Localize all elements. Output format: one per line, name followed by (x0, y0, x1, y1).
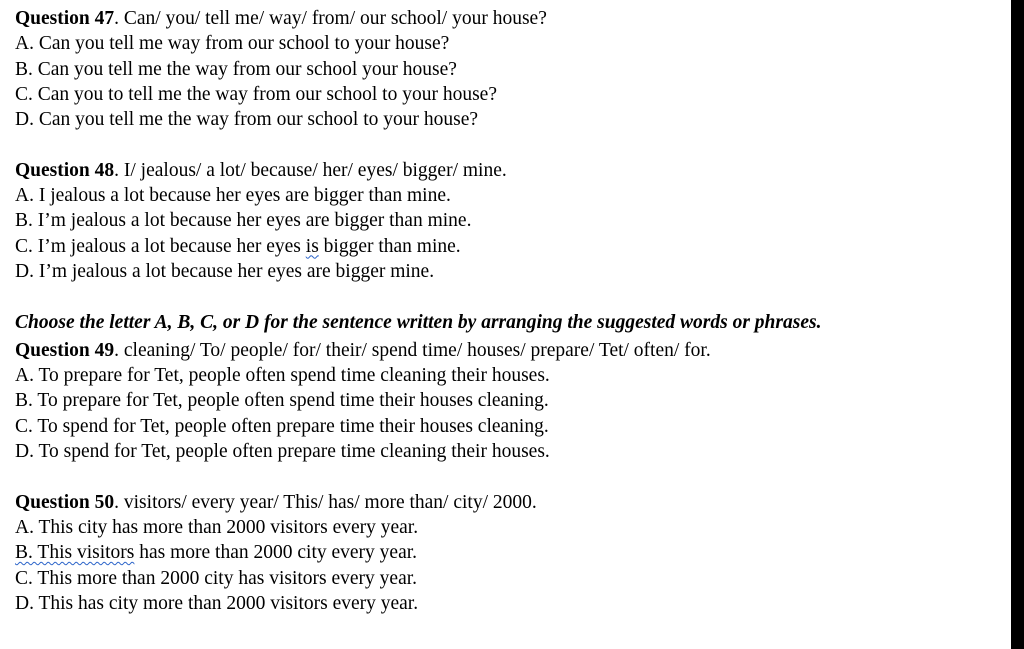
question-49-option-c: C. To spend for Tet, people often prepare time their houses cleaning. (15, 415, 549, 437)
question-49-option-b: B. To prepare for Tet, people often spend time their houses cleaning. (15, 390, 549, 412)
section-instruction: Choose the letter A, B, C, or D for the sentence written by arranging the suggested words or phrases. (15, 311, 822, 333)
question-47-option-d: D. Can you tell me the way from our school to your house? (15, 109, 479, 131)
question-47-option-a: A. Can you tell me way from our school to your house? (15, 33, 450, 55)
question-49-header (15, 338, 821, 363)
question-50-option-d: D. This has city more than 2000 visitors every year. (15, 592, 419, 614)
question-48-option-c (15, 234, 821, 259)
spacer (15, 284, 821, 309)
spacer (15, 464, 821, 489)
question-47-label: Question 47 (15, 8, 115, 29)
question-47-prompt: . Can/ you/ tell me/ way/ from/ our school/ your house? (114, 8, 547, 29)
question-49-option-d: D. To spend for Tet, people often prepare time cleaning their houses. (15, 441, 550, 463)
question-50-option-c: C. This more than 2000 city has visitors every year. (15, 567, 418, 589)
question-47-option-b: B. Can you tell me the way from our school your house? (15, 58, 457, 80)
question-47-header (15, 6, 821, 31)
question-50-header (15, 490, 821, 515)
question-49-prompt: . cleaning/ To/ people/ for/ their/ spend time/ houses/ prepare/ Tet/ often/ for. (114, 339, 711, 361)
document-body (15, 6, 821, 616)
question-50-label: Question 50 (15, 491, 115, 513)
question-48-option-d: D. I’m jealous a lot because her eyes are bigger mine. (15, 260, 435, 282)
question-49-option-a: A. To prepare for Tet, people often spend time cleaning their houses. (15, 365, 550, 387)
question-48-header (15, 158, 821, 183)
question-49-label: Question 49 (15, 339, 115, 361)
option-b-text-after: has more than 2000 city every year. (134, 542, 418, 564)
question-48-option-b: B. I’m jealous a lot because her eyes are bigger than mine. (15, 210, 472, 232)
spacer (15, 132, 821, 157)
grammar-flagged-word: is (305, 235, 319, 257)
grammar-flagged-phrase: B. This visitors (15, 542, 135, 564)
question-50-prompt: . visitors/ every year/ This/ has/ more than/ city/ 2000. (114, 491, 537, 513)
option-c-text-before: C. I’m jealous a lot because her eyes (15, 235, 306, 257)
option-c-text-after: bigger than mine. (318, 235, 461, 257)
question-47-option-c: C. Can you to tell me the way from our school to your house? (15, 83, 497, 105)
question-48-prompt: . I/ jealous/ a lot/ because/ her/ eyes/ bigger/ mine. (114, 159, 507, 181)
question-50-option-a: A. This city has more than 2000 visitors every year. (15, 516, 419, 538)
question-48-label: Question 48 (15, 159, 115, 181)
question-48-option-a: A. I jealous a lot because her eyes are bigger than mine. (15, 185, 451, 207)
question-50-option-b (15, 540, 821, 565)
